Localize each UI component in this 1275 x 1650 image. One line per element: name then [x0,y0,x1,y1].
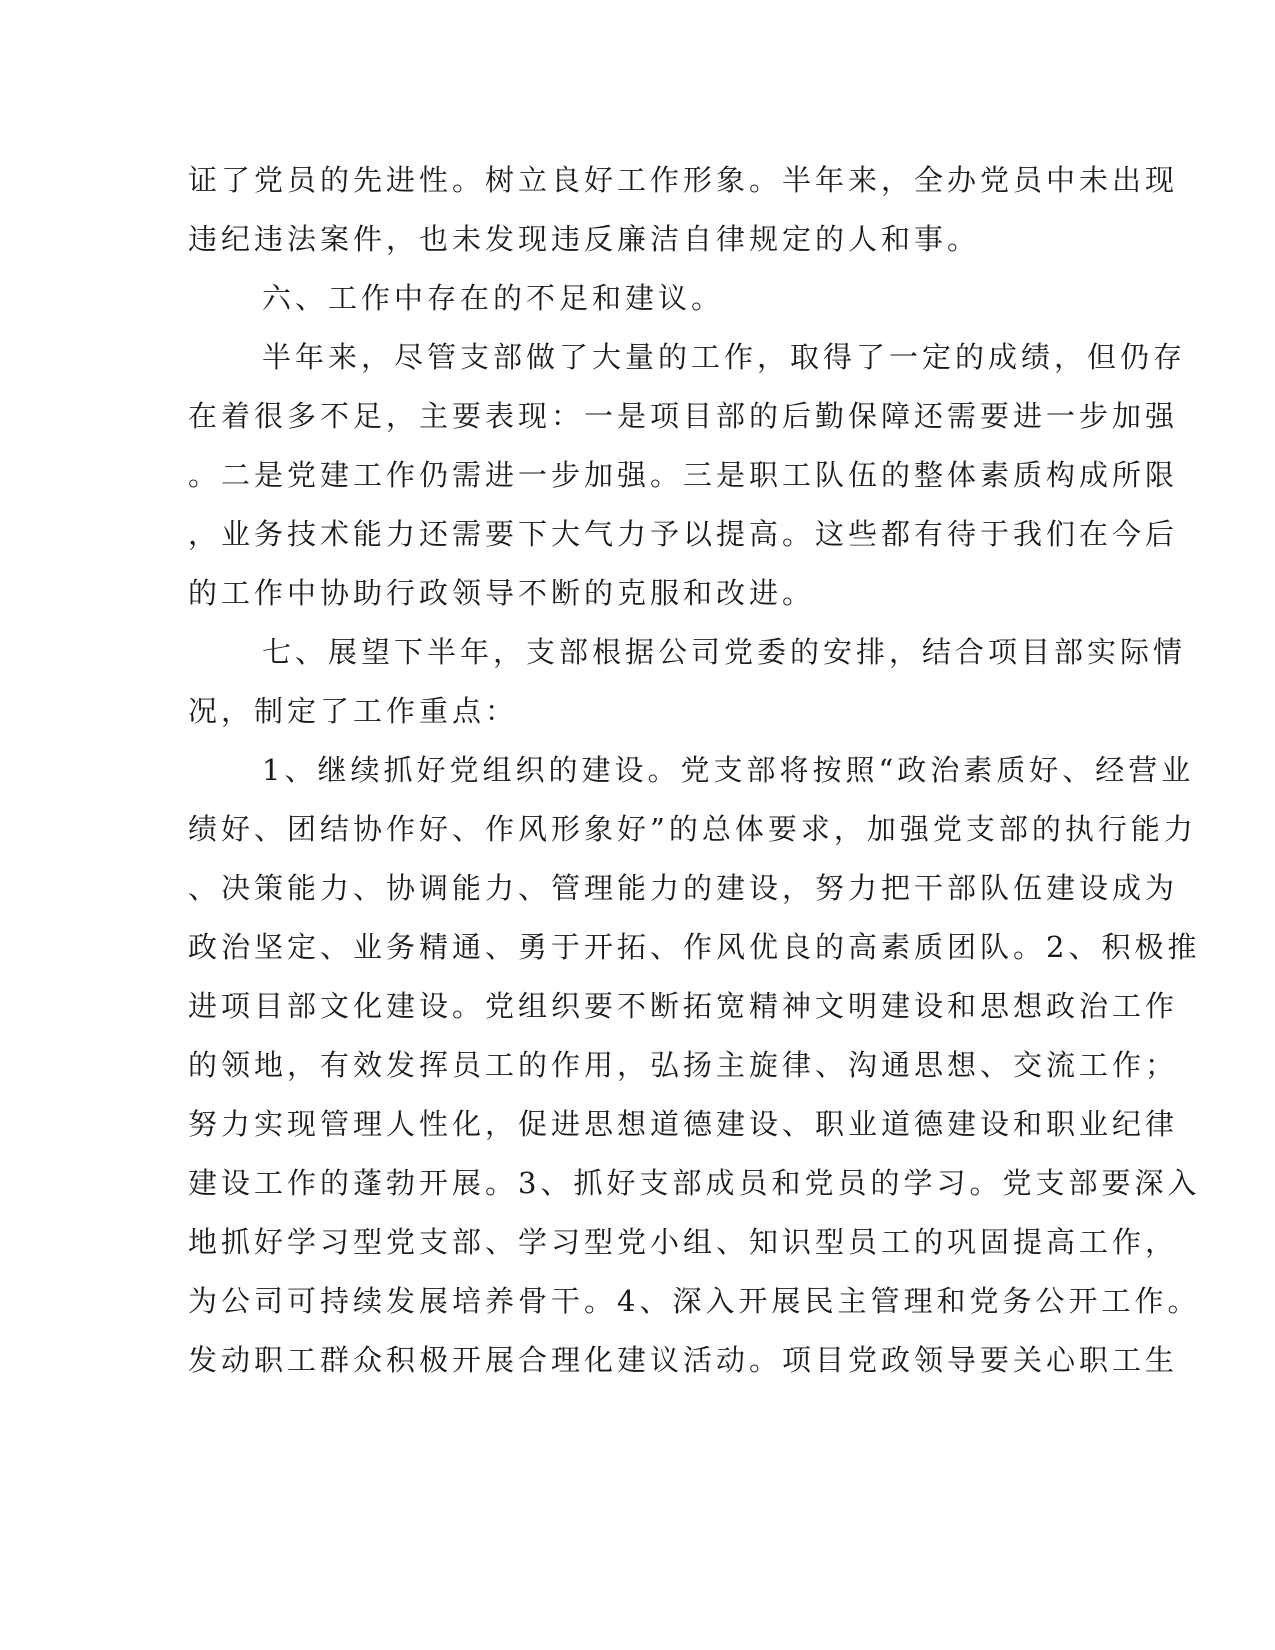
text-line: 半年来，尽管支部做了大量的工作，取得了一定的成绩，但仍存 [262,340,1187,374]
text-line: 况，制定了工作重点： [188,694,519,728]
text-line: 进项目部文化建设。党组织要不断拓宽精神文明建设和思想政治工作 [188,989,1179,1023]
text-line: 、决策能力、协调能力、管理能力的建设，努力把干部队伍建设成为 [188,871,1179,905]
text-line: 发动职工群众积极开展合理化建议活动。项目党政领导要关心职工生 [188,1343,1179,1377]
text-line: 。二是党建工作仍需进一步加强。三是职工队伍的整体素质构成所限 [188,458,1179,492]
text-line: 的工作中协助行政领导不断的克服和改进。 [188,576,816,610]
text-line: 绩好、团结协作好、作风形象好”的总体要求，加强党支部的执行能力 [188,812,1197,846]
text-line: 在着很多不足，主要表现：一是项目部的后勤保障还需要进一步加强 [188,399,1179,433]
section-heading: 七、展望下半年，支部根据公司党委的安排，结合项目部实际情 [262,635,1187,669]
text-line: 1、继续抓好党组织的建设。党支部将按照“政治素质好、经营业 [262,753,1195,787]
text-line: 建设工作的蓬勃开展。3、抓好支部成员和党员的学习。党支部要深入 [188,1166,1201,1200]
text-line: 违纪违法案件，也未发现违反廉洁自律规定的人和事。 [188,222,981,256]
text-line: 证了党员的先进性。树立良好工作形象。半年来，全办党员中未出现 [188,163,1179,197]
text-line: 政治坚定、业务精通、勇于开拓、作风优良的高素质团队。2、积极推 [188,930,1201,964]
text-line: ，业务技术能力还需要下大气力予以提高。这些都有待于我们在今后 [188,517,1179,551]
text-line: 的领地，有效发挥员工的作用，弘扬主旋律、沟通思想、交流工作； [188,1048,1179,1082]
text-line: 地抓好学习型党支部、学习型党小组、知识型员工的巩固提高工作， [188,1225,1179,1259]
text-line: 为公司可持续发展培养骨干。4、深入开展民主管理和党务公开工作。 [188,1284,1201,1318]
section-heading: 六、工作中存在的不足和建议。 [262,281,725,315]
text-line: 努力实现管理人性化，促进思想道德建设、职业道德建设和职业纪律 [188,1107,1179,1141]
